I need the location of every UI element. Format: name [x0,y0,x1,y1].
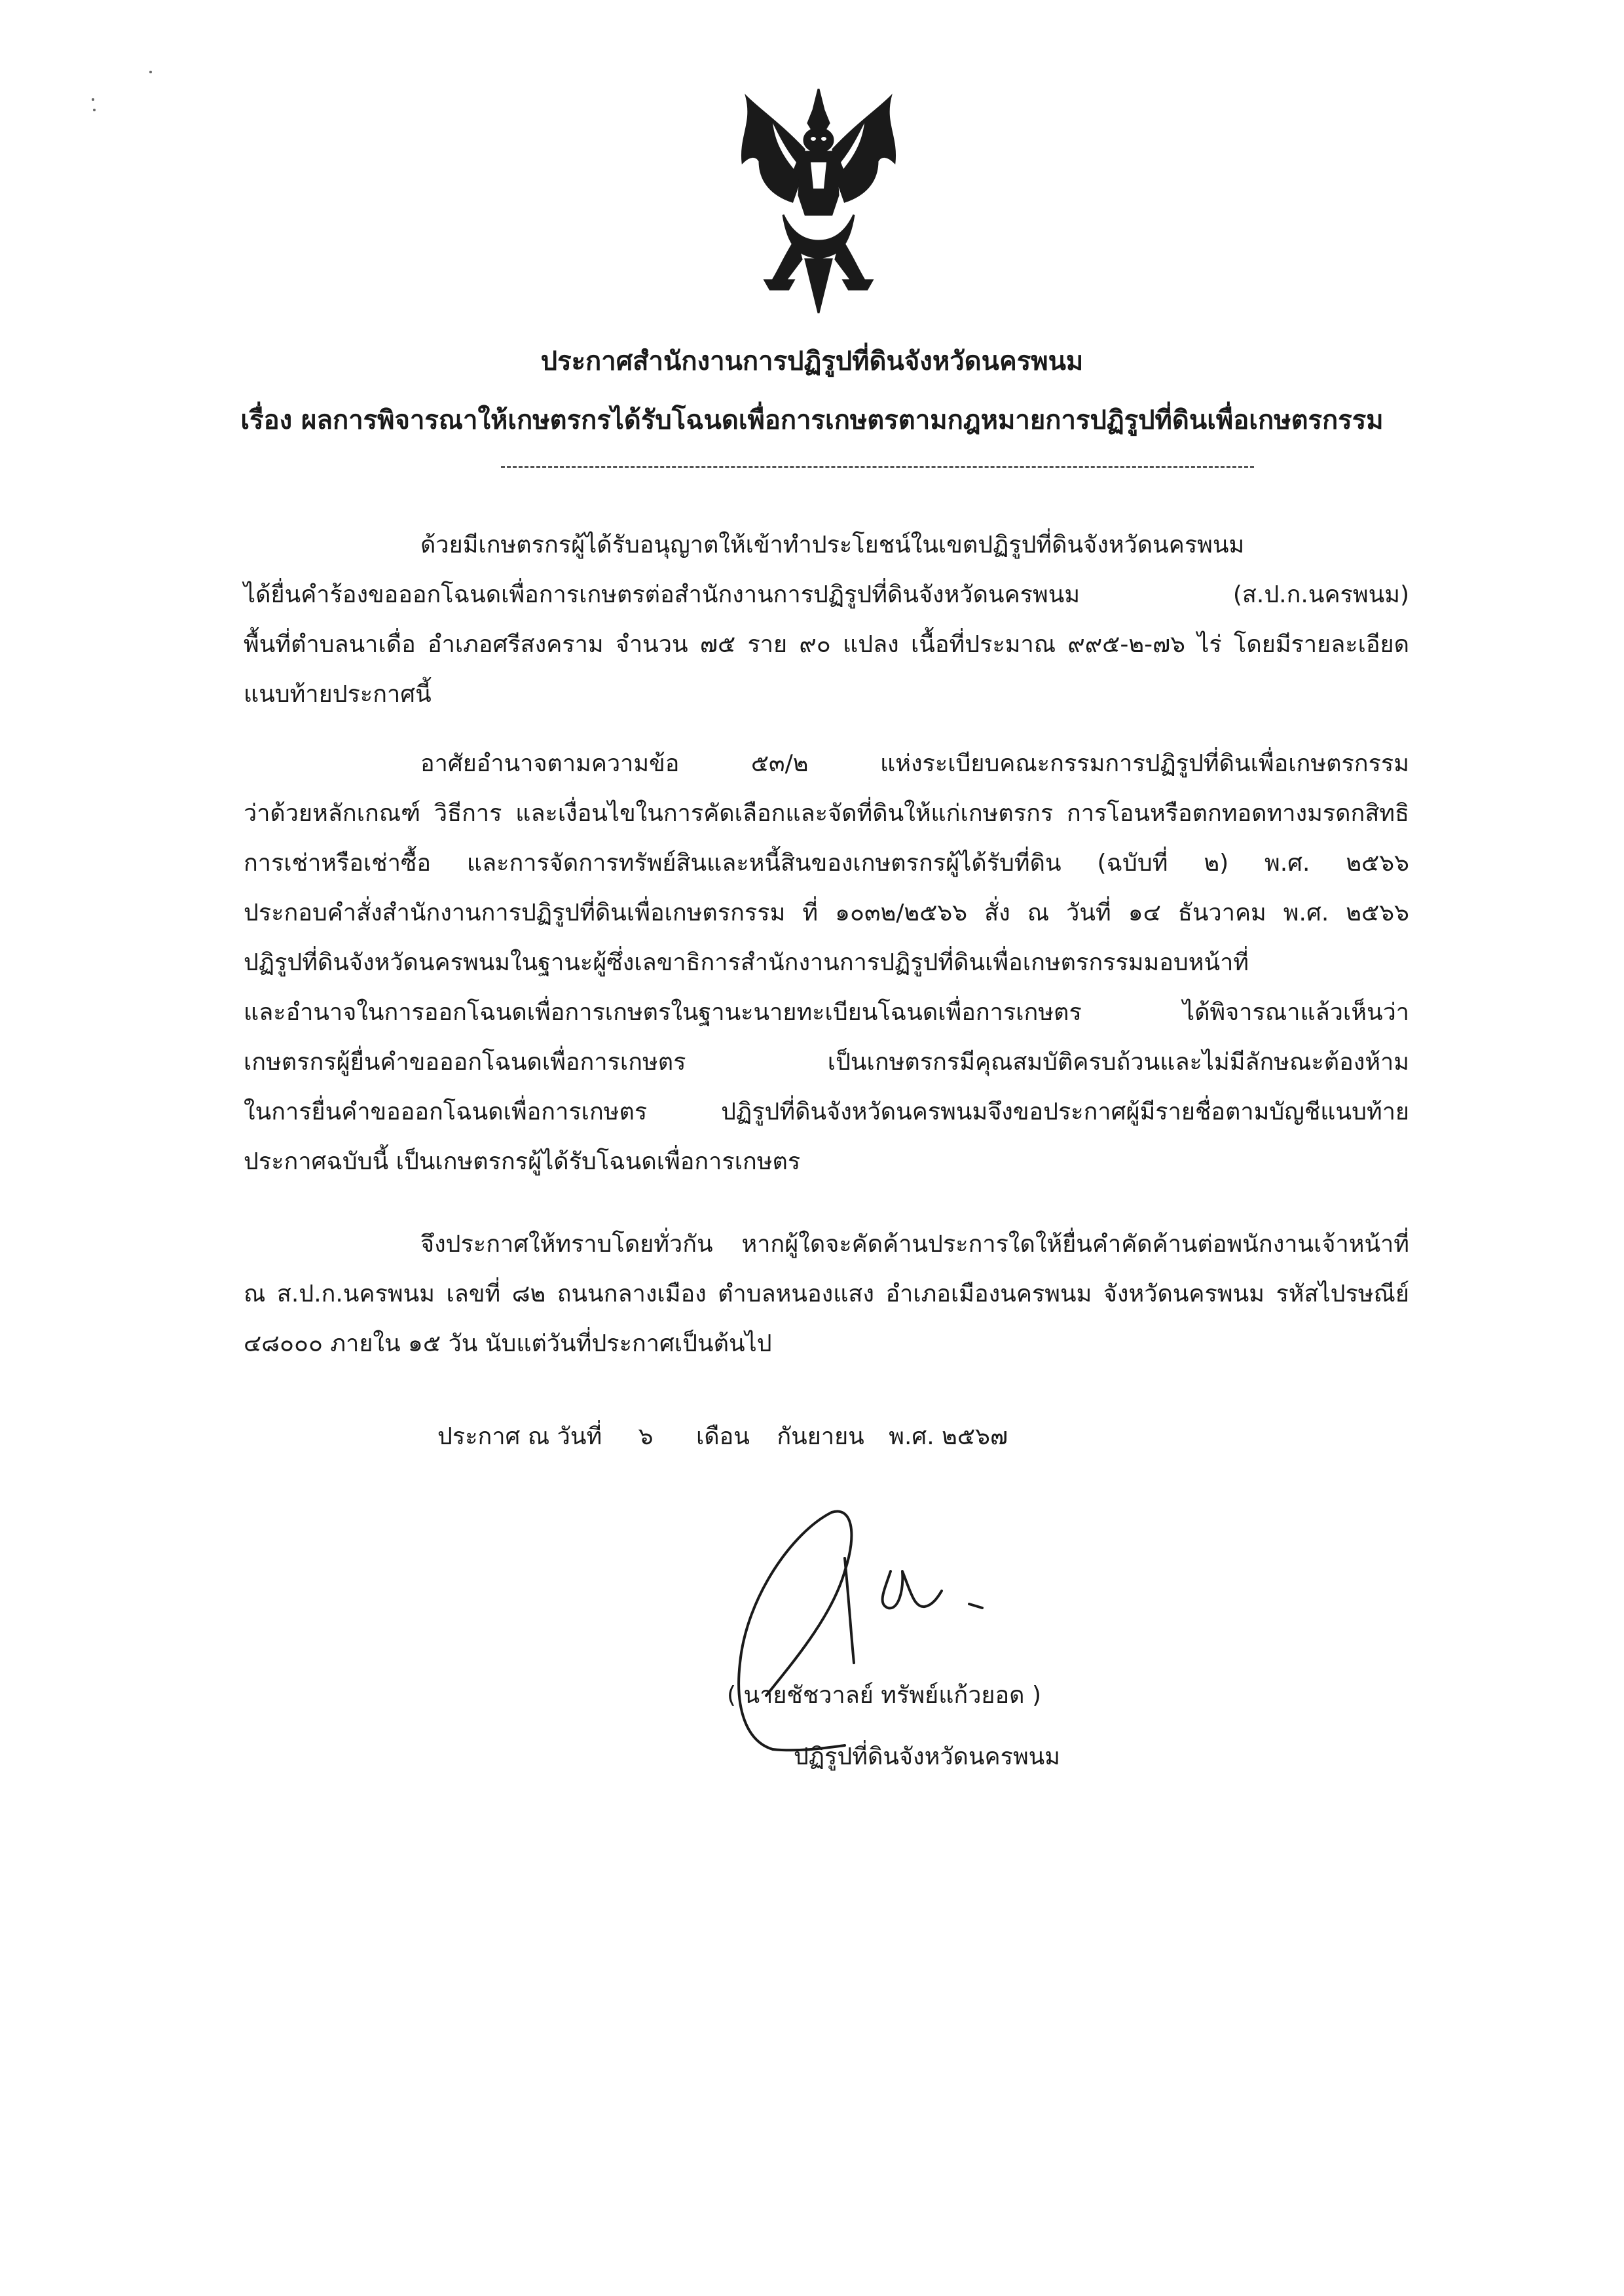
paragraph-line: ว่าด้วยหลักเกณฑ์ วิธีการ และเงื่อนไขในการคัดเลือกและจัดที่ดินให้แก่เกษตรกร การโอนหรือตกทอดทางมรดกสิทธิ [244,800,1409,827]
paragraph-line: ได้ยื่นคำร้องขอออกโฉนดเพื่อการเกษตรต่อสำนักงานการปฏิรูปที่ดินจังหวัดนครพนม (ส.ป.ก.นครพนม) [244,581,1409,608]
paragraph-line: พื้นที่ตำบลนาเดื่อ อำเภอศรีสงคราม จำนวน ๗๕ ราย ๙๐ แปลง เนื้อที่ประมาณ ๙๙๕-๒-๗๖ ไร่ โดยมีรายละเอียด [244,631,1409,658]
date-prefix: ประกาศ ณ วันที่ [437,1423,602,1450]
handwritten-signature-icon [694,1493,1061,1774]
date-month-label: เดือน [696,1423,750,1450]
paragraph-line: ปฏิรูปที่ดินจังหวัดนครพนมในฐานะผู้ซึ่งเลขาธิการสำนักงานการปฏิรูปที่ดินเพื่อเกษตรกรรมมอบหน้าที่ [244,949,1249,976]
paragraph-line: ด้วยมีเกษตรกรผู้ได้รับอนุญาตให้เข้าทำประโยชน์ในเขตปฏิรูปที่ดินจังหวัดนครพนม [420,532,1245,558]
announcement-subject: เรื่อง ผลการพิจารณาให้เกษตรกรได้รับโฉนดเพื่อการเกษตรตามกฎหมายการปฏิรูปที่ดินเพื่อเกษตรกรรม [240,405,1384,435]
date-year: พ.ศ. ๒๕๖๗ [889,1423,1008,1450]
paragraph-line: ในการยื่นคำขอออกโฉนดเพื่อการเกษตร ปฏิรูปที่ดินจังหวัดนครพนมจึงขอประกาศผู้มีรายชื่อตามบัญชีแนบท้าย [244,1099,1409,1125]
paragraph-line: อาศัยอำนาจตามความข้อ ๕๓/๒ แห่งระเบียบคณะกรรมการปฏิรูปที่ดินเพื่อเกษตรกรรม [420,750,1409,777]
paragraph-3 [244,1220,1409,1369]
paragraph-line: แนบท้ายประกาศนี้ [244,681,432,708]
paragraph-2 [244,739,1409,1187]
paragraph-1 [244,520,1409,720]
scan-speck [149,71,152,73]
paragraph-line: จึงประกาศให้ทราบโดยทั่วกัน หากผู้ใดจะคัดค้านประการใดให้ยื่นคำคัดค้านต่อพนักงานเจ้าหน้าที่ [420,1231,1409,1258]
scan-speck [92,98,94,101]
signer-name: ( นายชัชวาลย์ ทรัพย์แก้วยอด ) [727,1682,1041,1709]
paragraph-line: การเช่าหรือเช่าซื้อ และการจัดการทรัพย์สินและหนี้สินของเกษตรกรผู้ได้รับที่ดิน (ฉบับที่ ๒) พ.ศ. ๒๕๖๖ [244,850,1409,877]
paragraph-line: ๔๘๐๐๐ ภายใน ๑๕ วัน นับแต่วันที่ประกาศเป็นต้นไป [244,1330,772,1357]
signer-title: ปฏิรูปที่ดินจังหวัดนครพนม [794,1743,1061,1770]
paragraph-line: ณ ส.ป.ก.นครพนม เลขที่ ๘๒ ถนนกลางเมือง ตำบลหนองแสง อำเภอเมืองนครพนม จังหวัดนครพนม รหัสไปรษณีย์ [244,1281,1409,1307]
announcement-heading: ประกาศสำนักงานการปฏิรูปที่ดินจังหวัดนครพนม [540,346,1084,376]
dashed-divider [501,466,1254,468]
scan-speck [93,109,96,111]
date-month: กันยายน [777,1423,864,1450]
announcement-date [437,1417,1008,1457]
paragraph-line: ประกาศฉบับนี้ เป็นเกษตรกรผู้ได้รับโฉนดเพื่อการเกษตร [244,1148,801,1175]
garuda-emblem-icon [733,84,904,319]
date-day: ๖ [638,1423,654,1450]
paragraph-line: เกษตรกรผู้ยื่นคำขอออกโฉนดเพื่อการเกษตร เป็นเกษตรกรมีคุณสมบัติครบถ้วนและไม่มีลักษณะต้องห้าม [244,1049,1409,1076]
paragraph-line: และอำนาจในการออกโฉนดเพื่อการเกษตรในฐานะนายทะเบียนโฉนดเพื่อการเกษตร ได้พิจารณาแล้วเห็นว่า [244,999,1409,1026]
paragraph-line: ประกอบคำสั่งสำนักงานการปฏิรูปที่ดินเพื่อเกษตรกรรม ที่ ๑๐๓๒/๒๕๖๖ สั่ง ณ วันที่ ๑๔ ธันวาคม พ.ศ. ๒๕๖๖ [244,900,1409,926]
